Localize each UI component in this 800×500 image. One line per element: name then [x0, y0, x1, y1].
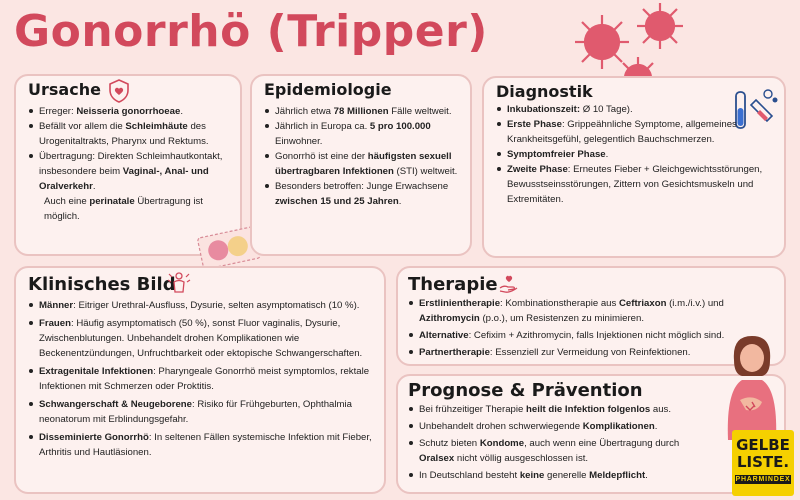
list-item: Auch eine perinatale Übertragung ist möglich.: [44, 196, 203, 222]
list-item: Jährlich etwa 78 Millionen Fälle weltweit.: [264, 104, 470, 119]
list-item: Bei frühzeitiger Therapie heilt die Infektion folgenlos aus.: [408, 402, 708, 417]
list-item: Schwangerschaft & Neugeborene: Risiko für Frühgeburten, Ophthalmia neonatorum mit Erblindungsgefahr.: [28, 397, 382, 427]
diagnostik-heading: Diagnostik: [496, 82, 593, 101]
logo-line1: GELBE: [736, 436, 790, 454]
list-item: Symptomfreier Phase.: [496, 147, 746, 162]
list-item: Unbehandelt drohen schwerwiegende Komplikationen.: [408, 419, 708, 434]
list-item: Erste Phase: Grippeähnliche Symptome, allgemeines Krankheitsgefühl, gelegentlich Bauchschmerzen.: [496, 117, 746, 147]
list-item: Besonders betroffen: Junge Erwachsene zwischen 15 und 25 Jahren.: [264, 179, 470, 209]
shield-heart-icon: [108, 79, 130, 103]
ursache-heading: Ursache: [28, 80, 101, 99]
list-item: Partnertherapie: Essenziell zur Vermeidung von Reinfektionen.: [408, 345, 784, 360]
list-item: In Deutschland besteht keine generelle Meldepflicht.: [408, 468, 708, 483]
list-item: Schutz bieten Kondome, auch wenn eine Übertragung durch Oralsex nicht völlig ausgeschlossen ist.: [408, 436, 708, 466]
list-item: Befällt vor allem die Schleimhäute des Urogenitaltrakts, Pharynx und Rektums.: [28, 119, 240, 149]
list-item: Übertragung: Direkten Schleimhautkontakt, insbesondere beim Vaginal-, Anal- und Oralverkehr.: [28, 149, 240, 194]
list-item: Erreger: Neisseria gonorrhoeae.: [28, 104, 240, 119]
list-item: Erstlinientherapie: Kombinationstherapie aus Ceftriaxon (i.m./i.v.) und Azithromycin (p.o.), um Resistenzen zu minimieren.: [408, 296, 784, 326]
list-item: Zweite Phase: Erneutes Fieber + Gleichgewichtsstörungen, Bewusstseinsstörungen, Zittern von Gesichtsmuskeln und Extremitäten.: [496, 162, 784, 207]
list-item: Jährlich in Europa ca. 5 pro 100.000 Einwohner.: [264, 119, 470, 149]
list-item: Gonorrhö ist eine der häufigsten sexuell übertragbaren Infektionen (STI) weltweit.: [264, 149, 470, 179]
body-pain-icon: [166, 270, 192, 296]
list-item: Männer: Eitriger Urethral-Ausfluss, Dysurie, selten asymptomatisch (10 %).: [28, 298, 382, 313]
woman-illustration: [712, 330, 792, 440]
gelbe-liste-logo: [732, 430, 794, 496]
epidemiologie-heading: Epidemiologie: [264, 80, 392, 99]
therapie-heading: Therapie: [408, 274, 498, 295]
card-epidemiologie: [250, 74, 472, 256]
card-klinisches-bild: [14, 266, 386, 494]
list-item: Disseminierte Gonorrhö: In seltenen Fällen systemische Infektion mit Fieber, Arthritis und Hautläsionen.: [28, 430, 382, 460]
klinisch-heading: Klinisches Bild: [28, 274, 176, 295]
list-item: Inkubationszeit: Ø 10 Tage).: [496, 102, 746, 117]
list-item: Extragenitale Infektionen: Pharyngeale Gonorrhö meist symptomlos, rektale Infektionen mit Schmerzen oder Proktitis.: [28, 364, 382, 394]
prognose-heading: Prognose & Prävention: [408, 380, 643, 401]
list-item: Alternative: Cefixim + Azithromycin, falls Injektionen nicht möglich sind.: [408, 328, 784, 343]
page-title: Gonorrhö (Tripper): [14, 6, 488, 57]
logo-line3: PHARMINDEX: [735, 476, 791, 483]
hand-heart-icon: [498, 272, 520, 294]
list-item: Frauen: Häufig asymptomatisch (50 %), sonst Fluor vaginalis, Dysurie, Zwischenblutungen. Unbehandelt drohen Komplikationen wie Beckenentzündungen, Unfruchtbarkeit oder ektopische Schwangerschaften.: [28, 316, 382, 361]
card-diagnostik: [482, 76, 786, 258]
logo-line2: LISTE.: [736, 453, 790, 471]
